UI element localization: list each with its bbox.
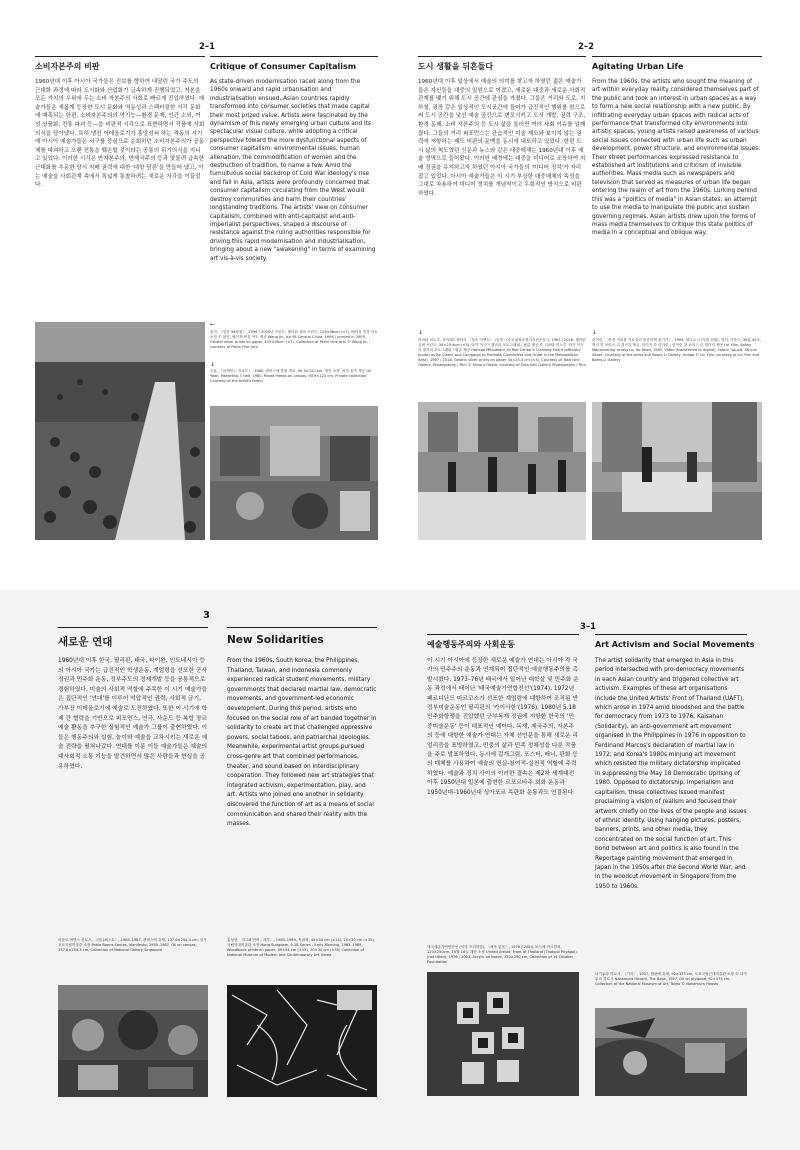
heading-rule (427, 634, 579, 635)
photo-caption: 홍성담, 〈5.18 연작 - 세부〉, 1983–1989, 목판화, 45×54 cm (×15), 20×30 cm (×35), 국립현대미술관 소장 Hong Sungdam, 5.18 Series - Early Morning, 1983–1989, Woodblock prints on paper, 45×54 cm (×15), 20×30 cm (×35) Collection of National Museum of Modern and Contemporary Art, Korea (227, 938, 375, 957)
ko-body-text: 1960년대 이후 아시아 국가들은 진보를 향하여 내달린 국가 주도의 근대화 과정에 따라 도시화와 산업화가 급속하게 진행되었고, 자본을 모든 가치의 우위에 두는 소비 자본주의 사회로 빠르게 진입하였다. 예술가들은 새롭게 등장한 도시 문화와 역동성과 스펙터클한 시각 문화에 매혹되는 한편, 소비자본주의의 역기능—환경 문제, 인간 소외, 여성 상품화, 전통 파괴 등—을 비판적 시각으로 표현하면서 작품에 사회의식을 담아냈다. 특히 냉전 이데올로기가 흥망성쇠 하는 격동의 시기에 아시아 예술가들은 서구를 중심으로 순회하던 소비자본주의가 공동체를 파괴하고 오랜 전통을 훼손할 것이라는 공통의 위기의식을 지니고 있었다. 이러한 시각은 반자본주의, 반제국주의 등과 맞물려 급속한 근대화를 추동한 당시 지배 권력에 대한 '대항 담론'을 만들어 냈고, 이는 예술을 사회관계 속에서 폭넓게 통찰하려는 새로운 자각을 이끌었다. (35, 79, 205, 189)
photo-caption: 태국예술가연합전선 (익명 프리미엄), 〈제목 없음〉, 1976 / 2003, 보드에 아크릴릭, 120×250cm, 10월 14일 재단 소장 United Artists' Front of Thailand (Thakpol Priyapol), (not titled), 1976 / 2003, Acrylic on board, 120×250 cm, Collection of 14 October Foundation (427, 945, 578, 964)
en-body-text: From the 1960s, South Korea, the Philippines, Thailand, Taiwan, and Indonesia commonly experienced radical student movements, military governments that declared martial law, democratic movements, and government-led economic development. During this period, artists who focused on the social role of art banded together in solidarity to create art that challenged oppressive powers, social taboos, and patriarchal ideologies. Meanwhile, experimental artist groups pursued cross-genre art that combined performances, theater, and sound based on interdisciplinary cooperation. They followed new art strategies that integrated activism, experimentation, play, and art. Artists who joined one another in solidarity discovered the function of art as a means of social communication and shared their reality with the masses. (227, 658, 377, 828)
photo-hi-red-center-cleaning-event (418, 402, 586, 540)
caption-arrow: ↓ (210, 361, 216, 368)
ko-heading: 도시 생활을 뒤흔들다 (418, 62, 494, 71)
en-heading: New Solidarities (227, 634, 324, 646)
section-number: 2–2 (578, 42, 595, 52)
heading-rule (227, 627, 377, 628)
caption-arrow: ← (210, 321, 216, 328)
heading-rule (35, 56, 205, 57)
caption-arrow: ↓ (592, 329, 598, 336)
photo-caption: 오윤, 《마케팅 Ⅰ: 지옥도》, 1980, 캔버스에 혼합 재료, 90.5×122 cm, 개인 소장, 작가 유족 제공 Oh Yoon, Marketing Ⅰ: Hell, 1980, Mixed media on canvas, 90.5×122 cm, Private collection, Courtesy of the artist's family (210, 369, 372, 383)
photo-lin-yilin-lin-he-road (592, 402, 762, 540)
photo-caption: 히마타 미노루, 하이레드센터의 〈청소 이벤트〉 (일명 〈수도권정소정리촉진운동〉), 1967 / 2018, 젤라틴 실버 프린트, 34×23.4cm (×3), 타카 이시이 갤러리 포토그래피 / 필름 제공 © 히마타 미노루, 타카 이시이 갤러리 포토그래피 / 필름 제공 Hanago Mitsutoshi, Hi Red Center's Cleaning Event (officially known as Be Clean! and Campaign to Promote Cleanliness and Order in the Metropolitan Area), 1967 / 2018, Gelatin silver prints on paper 34×23.4 cm (×3), Courtesy of Taka Ishii Gallery, Photography / Film © Minoru Hirata; courtesy of Taka Ishii Gallery Photography / Film (418, 338, 586, 367)
painting-oh-yoon-marketing-hell (210, 406, 378, 540)
ko-body-text: 이 시기 아시아에 등장한 새로운 예술가 연대는 아시아 각 국가의 민주주의 운동과 연계되어 집단적인 예술행동주의를 촉발시켰다. 1973–76년 태국에서 일어난 대학살 및 민주화 운동 과정에서 태어난 '태국예술가연합전선'(1974), 1972년 페르디난드 마르코스가 선포한 계엄령에 대항하여 조직된 반정부미술운동인 필리핀의 '카이사한'(1976), 1980년 5.18민주화항쟁을 진압했던 군부독재 정권에 저항한 한국의 '민중미술운동' 등이 대표적인 예이다. 독재, 제국주의, 자본주의 등에 대항한 예술가 연대는 자체 선언문을 통해 새로운 리얼리즘을 표방하였고, 민중의 삶과 민족 정체성을 다룬 작품을 주로 발표하였다. 동시에 걸개그림, 포스터, 배너, 판화 등의 매체를 사용하여 예술의 현실-참여적-실천적 역할에 주력하였다. 예술과 정치 사이의 이러한 결속은 제2차 세계대전 이후 1950년대 일본에 출현한 르포르타주 회화 운동과 1950년대–1960년대 싱가포르 목판화 운동과도 연결된다. (427, 658, 579, 796)
en-body-text: From the 1960s, the artists who sought the meaning of art within everyday reality considered themselves part of the public and took an interest in urban spaces as a way to form a new social relationship with a new public. By infiltrating everyday urban spaces with radical acts of performance that transformed city environments into artistic spaces, young artists raised awareness of various social issues connected with urban life such as urban development, power structure, and environmental issues. Their street performances expressed resistance to established art institutions and criticism of invisible authorities. Mass media such as newspapers and television that served as measures of urban life began entering the realm of art from the 1960s. Lurking behind this was a "politics of media" in Asian states: an attempt to use the media to manipulate the public and sustain governing regimes. Asian artists drew upon the forms of mass media themselves to critique this state politics of media in a conceptual and oblique way. (592, 79, 761, 237)
ko-heading: 새로운 연대 (58, 636, 113, 648)
en-body-text: As state-driven modernisation raced along from the 1960s onward and rapid urbanisation and industrialisation ensued, Asian countries rapidly transformed into consumer societies that made capital their most prized value. Artists were fascinated by the dynamism of this newly emerging urban culture and its spectacular visual culture, while adopting a critical perspective toward the more dysfunctional aspects of consumer capitalism: environmental issues, human alienation, the commodification of women and the destruction of tradition, to name a few. Amid the tumultuous social backdrop of Cold War ideology's rise and fall in Asia, artists were profoundly concerned that consumer capitalism circulating from the West would destroy communities and harm their countries' longstanding traditions. The artists' view on consumer capitalism, combined with anti-capitalist and anti-imperialist perspectives, shaped a discourse of resistance against the ruling authorities responsible for driving this rapid modernisation and industrialisation, bringing about a new "awakening" in terms of examining art vis-à-vis society. (210, 79, 376, 262)
en-heading: Art Activism and Social Movements (595, 640, 755, 649)
woodcut-hong-sungdam-518-series (227, 985, 377, 1097)
en-body-text: The artist solidarity that emerged in Asia in this period intersected with pro-democracy movements in each Asian country and triggered collective art activism. Examples of these art organisations include the United Artists' Front of Thailand (UAFT), which arose in 1974 amid bloodshed and the battle for democracy from 1973 to 1976; Kaisahan (Solidarity), an anti-government art movement organised in the Philippines in 1976 in opposition to Ferdinand Marcos's declaration of martial law in 1972; and Korea's 1980s minjung art movement which resisted the military dictatorship implicated in suppressing the May 18 Democratic Uprising of 1980. Opposed to dictatorship, imperialism and capitalism, these collectives issued manifest proclaiming a vision of realism and focused their artwork chiefly on the lives of the people and issues of ethnic identity. Using hanging pictures, posters, banners, prints, and other media, they concentrated on the social function of art. This bond between art and politics is also found in the Reportage painting movement that emerged in Japan in the 1950s after the Second World War, and in the woodcut movement in Singapore from the 1950 to 1960s. (595, 658, 747, 890)
ko-body-text: 1960년대 이후 일상에서 예술의 의미를 찾고자 하였던 젊은 예술가들은 자신들을 대중의 일원으로 여겼고, 새로운 대중과 새로운 사회적 관계를 맺기 위해 도시 공간에 관심을 가졌다. 그들은 거리와 도로, 지하철, 광장 같은 일상적인 도시공간에 들어가 급진적인 행위를 함으로써 도시 공간을 낯선 예술 공간으로 변모시키고 도시 개발, 권력 구조, 환경 문제, 소비 자본주의 등 도시 삶을 둘러싼 여러 사회 이슈를 일깨웠다. 그들의 거리 퍼포먼스는 관습적인 미술 제도와 보이지 않는 권력에 저항하는 제도 비판의 문맥을 동시에 내포하고 있었다. 한편 도시 삶의 척도였던 신문과 뉴스와 같은 대중매체는 1960년대 이후 예술 영역으로 들어왔다. 이러한 배경에는 대중을 미디어로 조장하여 지배 정권을 유지하고자 하였던 아시아 국가들의 '미디어 정치'가 자리 잡고 있었다. 아시아 예술가들은 이 시기 부상한 대중매체의 속성을 그대로 차용하여 미디어 정치를 개념적이고 우회적인 방식으로 비판하였다. (418, 79, 586, 197)
painting-nakamura-hiroshi-the-base (595, 1008, 747, 1096)
photo-wang-jin-ice (35, 322, 205, 540)
heading-rule (592, 56, 762, 57)
section-number: 3–1 (580, 622, 597, 632)
section-number: 2–1 (199, 42, 216, 52)
heading-rule (58, 627, 208, 628)
en-heading: Agitating Urban Life (592, 62, 684, 71)
photo-caption: 나카무라 히로시, 〈기지〉, 1957, 합판에 유채, 92×175 cm, 도쿄국립근대미술관 소장 © 나카무라 히로시 Nakamura Hiroshi, The Base, 1957, Oil on plywood, 92×175 cm, Collection of the National Museum of Art, Tokyo © Nakamura Hiroshi (595, 972, 747, 986)
painting-uaft-untitled (427, 972, 579, 1096)
ko-body-text: 1960년대 이후 한국, 필리핀, 태국, 타이완, 인도네시아 등의 아시아 국가는 급진적인 학생운동, 계엄령을 선포한 군사정권과 민주화 운동, 정부주도의 경제개발 등을 공통적으로 경험하였다. 미술의 사회적 역할에 주목한 이 시기 예술가들은 집단적인 '연대'를 이루어 억압적인 권력, 사회적 금기, 가부장 이데올로기에 예술로 도전하였다. 또한 이 시기에 학제 간 협력을 기반으로 퍼포먼스, 연극, 사운드 등 복합 장르 예술 활동을 추구한 실험적인 예술가 그룹이 출현하였다. 이들은 행동주의와 실험, 놀이와 예술을 교차시키는 새로운 예술 전략을 펼쳐나갔다. 연대를 이룬 이들 예술가들은 예술의 대사회적 소통 기능을 발견하면서 많은 사람들과 현실을 공유하였다. (58, 658, 208, 770)
ko-heading: 소비자본주의 비판 (35, 62, 100, 71)
section-number: 3 (203, 610, 210, 621)
photo-caption: 왕진, 《얼음 96중원》, 1996 / 2005년 프린트, 젤라틴 실버 프린트, 129×98cm (×7), 베이징 북경 아트 소장 © 왕진, 베이징 북경 아트 제공 Wang Jin, Ice 96 Central China, 1996 / printed in 2005, Gelatin silver prints on paper, 129×98cm (×7), Collection of Pekin Fine Arts © Wang Jin ; courtesy of Pekin Fine Arts (210, 330, 378, 349)
heading-rule (595, 634, 747, 635)
ko-heading: 예술행동주의와 사회운동 (427, 640, 515, 649)
en-heading: Critique of Consumer Capitalism (210, 62, 357, 71)
caption-arrow: ↓ (418, 329, 424, 336)
photo-caption: 린이린, 〈안전 거리를 가로질러 린한하게 옮기기〉, 1995, 비디오 (디지털 전환), 컬러, 사운드, 36분 45초, 작가 및 보어스-리 갤러리 제공, 이미지 © 린이린 ; 린이린 및 보어스-리 갤러리 제공 Lin Yilin, Safely Maneuvering across Lin He Road, 1995, Video (transferred to digital), colour, sound, 36 min 45sec, Courtesy of the artist and Boers-Li Gallery, Image © Lin Yilin; courtesy of Lin Yilin and Boers-Li Gallery (592, 338, 762, 362)
heading-rule (210, 56, 378, 57)
photo-caption: 파블로 바엔스 산토스, 〈매니페스토〉, 1985–1987, 캔버스에 유채, 137.6×254.3 cm, 싱가포르국립미술관 소장 Pablo Baens Santos, Manifesto, 1985–1987, Oil on canvas, 137.6×254.3 cm, Collection of National Gallery Singapore (58, 938, 207, 952)
heading-rule (418, 56, 586, 57)
painting-pablo-baens-santos-manifesto (58, 985, 208, 1097)
